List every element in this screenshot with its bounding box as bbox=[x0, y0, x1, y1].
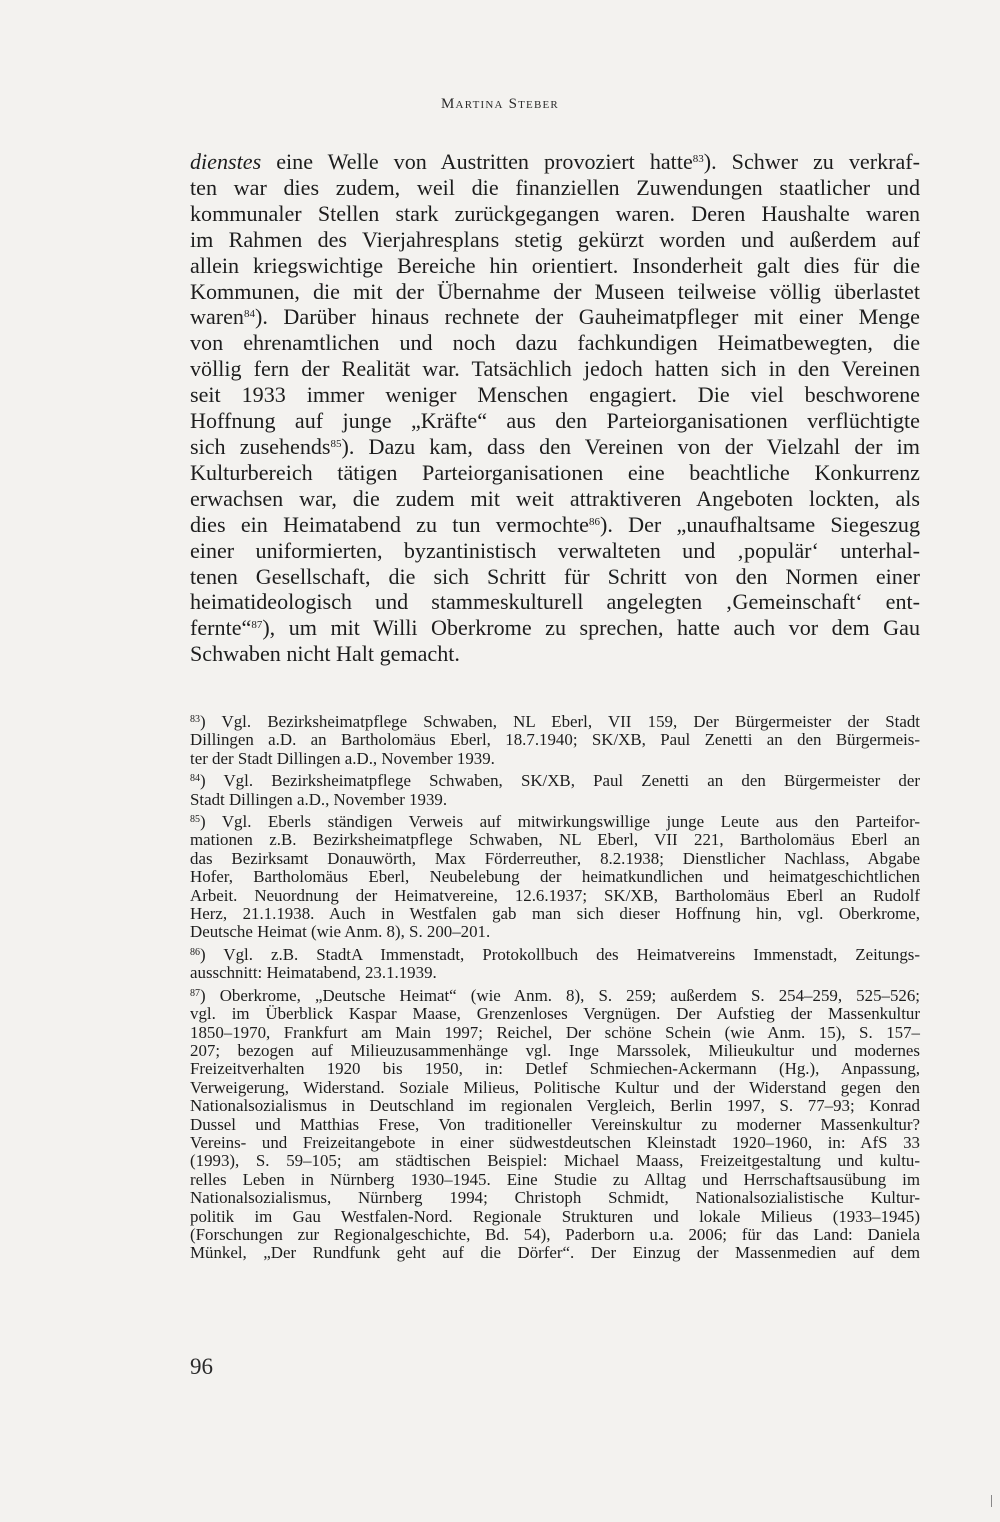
body-line: Kulturbereich tätigen Parteiorganisationen eine beachtliche Konkurrenz bbox=[190, 459, 920, 485]
footnote-line: das Bezirksamt Donauwörth, Max Förderreuther, 8.2.1938; Dienstlicher Nachlass, Abgabe bbox=[190, 848, 920, 868]
footnote-number: 84 bbox=[190, 773, 200, 785]
footnote-ref-85[interactable]: 85 bbox=[330, 437, 342, 450]
page-number: 96 bbox=[190, 1354, 213, 1379]
body-line: dies ein Heimatabend zu tun vermochte$^{86}$). Der „unaufhaltsame Siegeszug bbox=[190, 511, 920, 537]
footnote-line: $^{87}$) Oberkrome, „Deutsche Heimat“ (wie Anm. 8), S. 259; außerdem S. 254–259, 525–526; bbox=[190, 985, 920, 1005]
footnote-86 bbox=[190, 946, 920, 983]
body-line: tenen Gesellschaft, die sich Schritt für Schritt von den Normen einer bbox=[190, 563, 920, 589]
footnote-84 bbox=[190, 772, 920, 809]
footnote-line: ausschnitt: Heimatabend, 23.1.1939. bbox=[190, 963, 437, 983]
footnote-line: 207; bezogen auf Milieuzusammenhänge vgl. Inge Marssolek, Milieukultur und modernes bbox=[190, 1040, 920, 1060]
footnote-line: $^{86}$) Vgl. z.B. StadtA Immenstadt, Protokollbuch des Heimatvereins Immenstadt, Zeitungs- bbox=[190, 944, 920, 964]
footnote-line: Verweigerung, Widerstand. Soziale Milieus, Politische Kultur und der Widerstand gegen den bbox=[190, 1077, 920, 1097]
footnotes bbox=[190, 713, 920, 1267]
footnote-line: Dillingen a.D. an Bartholomäus Eberl, 18.7.1940; SK/XB, Paul Zenetti an den Bürgermeis- bbox=[190, 730, 920, 750]
body-text bbox=[190, 149, 920, 667]
footnote-number: 87 bbox=[190, 987, 200, 999]
body-line: im Rahmen des Vierjahresplans stetig gekürzt worden und außerdem auf bbox=[190, 226, 920, 252]
footnote-line: Freizeitverhalten 1920 bis 1950, in: Detlef Schmiechen-Ackermann (Hg.), Anpassung, bbox=[190, 1059, 920, 1079]
footnote-line: (Forschungen zur Regionalgeschichte, Bd. 54), Paderborn u.a. 2006; für das Land: Daniela bbox=[190, 1224, 920, 1244]
footnote-85 bbox=[190, 813, 920, 942]
footnote-ref-87[interactable]: 87 bbox=[251, 619, 263, 632]
footnote-line: $^{84}$) Vgl. Bezirksheimatpflege Schwaben, SK/XB, Paul Zenetti an den Bürgermeister der bbox=[190, 771, 920, 791]
footnote-line: Deutsche Heimat (wie Anm. 8), S. 200–201. bbox=[190, 922, 491, 942]
footnote-line: $^{85}$) Vgl. Eberls ständigen Verweis auf mitwirkungswillige junge Leute aus den Parteifor- bbox=[190, 812, 920, 832]
footnote-line: relles Leben in Nürnberg 1930–1945. Eine Studie zu Alltag und Herrschaftsausübung im bbox=[190, 1169, 920, 1189]
body-line: fernte“$^{87}$), um mit Willi Oberkrome zu sprechen, hatte auch vor dem Gau bbox=[190, 615, 920, 641]
footnote-line: politik im Gau Westfalen-Nord. Regionale Strukturen und lokale Milieus (1933–1945) bbox=[190, 1206, 920, 1226]
footnote-ref-86[interactable]: 86 bbox=[589, 515, 600, 528]
footnote-line: $^{83}$) Vgl. Bezirksheimatpflege Schwaben, NL Eberl, VII 159, Der Bürgermeister der Stadt bbox=[190, 712, 920, 731]
body-line: Kommunen, die mit der Übernahme der Museen teilweise völlig überlastet bbox=[190, 278, 920, 304]
footnote-ref-83[interactable]: 83 bbox=[692, 153, 704, 165]
footnote-line: Nationalsozialismus, Nürnberg 1994; Christoph Schmidt, Nationalsozialistische Kultur- bbox=[190, 1188, 920, 1208]
running-head: Martina Steber bbox=[441, 96, 559, 112]
footnote-ref-84[interactable]: 84 bbox=[243, 308, 255, 321]
footnote-line: Hofer, Bartholomäus Eberl, Neubelebung der heimatkundlichen und heimatgeschichtlichen bbox=[190, 867, 920, 887]
footnote-line: Stadt Dillingen a.D., November 1939. bbox=[190, 789, 448, 809]
body-line: völlig fern der Realität war. Tatsächlich jedoch hatten sich in den Vereinen bbox=[190, 356, 920, 382]
footnote-line: 1850–1970, Frankfurt am Main 1997; Reichel, Der schöne Schein (wie Anm. 15), S. 157– bbox=[190, 1022, 920, 1042]
footnote-line: (1993), S. 59–105; am städtischen Beispiel: Michael Maass, Freizeitgestaltung und kultu- bbox=[190, 1151, 920, 1171]
footnote-83 bbox=[190, 713, 920, 768]
footnote-line: Vereins- und Freizeitangebote in einer südwestdeutschen Kleinstadt 1920–1960, in: AfS 33 bbox=[190, 1132, 920, 1152]
footnote-line: Münkel, „Der Rundfunk geht auf die Dörfer“. Der Einzug der Massenmedien auf dem bbox=[190, 1243, 920, 1263]
body-line: dienstes eine Welle von Austritten provoziert hatte$^{83}$). Schwer zu verkraf- bbox=[190, 149, 920, 174]
body-line: allein kriegswichtige Bereiche hin orientiert. Insonderheit galt dies für die bbox=[190, 252, 920, 278]
body-line: heimatideologisch und stammeskulturell angelegten ‚Gemeinschaft‘ ent- bbox=[190, 589, 920, 615]
body-line: waren$^{84}$). Darüber hinaus rechnete der Gauheimatpfleger mit einer Menge bbox=[190, 304, 920, 330]
body-line: Schwaben nicht Halt gemacht. bbox=[190, 641, 460, 667]
body-line: sich zusehends$^{85}$). Dazu kam, dass den Vereinen von der Vielzahl der im bbox=[190, 433, 920, 459]
body-line: einer uniformierten, byzantinistisch verwalteten und ‚populär‘ unterhal- bbox=[190, 537, 920, 563]
footnote-number: 83 bbox=[190, 714, 200, 725]
body-line: ten war dies zudem, weil die finanziellen Zuwendungen staatlicher und bbox=[190, 174, 920, 200]
body-line: Hoffnung auf junge „Kräfte“ aus den Parteiorganisationen verflüchtigte bbox=[190, 408, 920, 434]
footnote-line: ter der Stadt Dillingen a.D., November 1939. bbox=[190, 748, 495, 768]
footnote-line: Dussel und Matthias Frese, Von traditioneller Vereinskultur zu moderner Massenkultur? bbox=[190, 1114, 920, 1134]
edge-mark bbox=[991, 1495, 992, 1507]
footnote-number: 86 bbox=[190, 946, 200, 958]
body-line: seit 1933 immer weniger Menschen engagiert. Die viel beschworene bbox=[190, 382, 920, 408]
italic-word: dienstes bbox=[190, 149, 262, 174]
footnote-line: Herz, 21.1.1938. Auch in Westfalen gab man sich dieser Hoffnung hin, vgl. Oberkrome, bbox=[190, 904, 920, 924]
footnote-87 bbox=[190, 987, 920, 1263]
footnote-line: Arbeit. Neuordnung der Heimatvereine, 12.6.1937; SK/XB, Bartholomäus Eberl an Rudolf bbox=[190, 885, 920, 905]
body-line: von ehrenamtlichen und noch dazu fachkundigen Heimatbewegten, die bbox=[190, 330, 920, 356]
footnote-line: mationen z.B. Bezirksheimatpflege Schwaben, NL Eberl, VII 221, Bartholomäus Eberl an bbox=[190, 830, 920, 850]
footnote-line: Nationalsozialismus in Deutschland im regionalen Vergleich, Berlin 1997, S. 77–93; Konrad bbox=[190, 1096, 920, 1116]
body-line: erwachsen war, die zudem mit weit attraktiveren Angeboten lockten, als bbox=[190, 485, 920, 511]
body-line: kommunaler Stellen stark zurückgegangen waren. Deren Haushalte waren bbox=[190, 200, 920, 226]
footnote-line: vgl. im Überblick Kaspar Maase, Grenzenloses Vergnügen. Der Aufstieg der Massenkultur bbox=[190, 1004, 920, 1024]
footnote-number: 85 bbox=[190, 814, 200, 826]
